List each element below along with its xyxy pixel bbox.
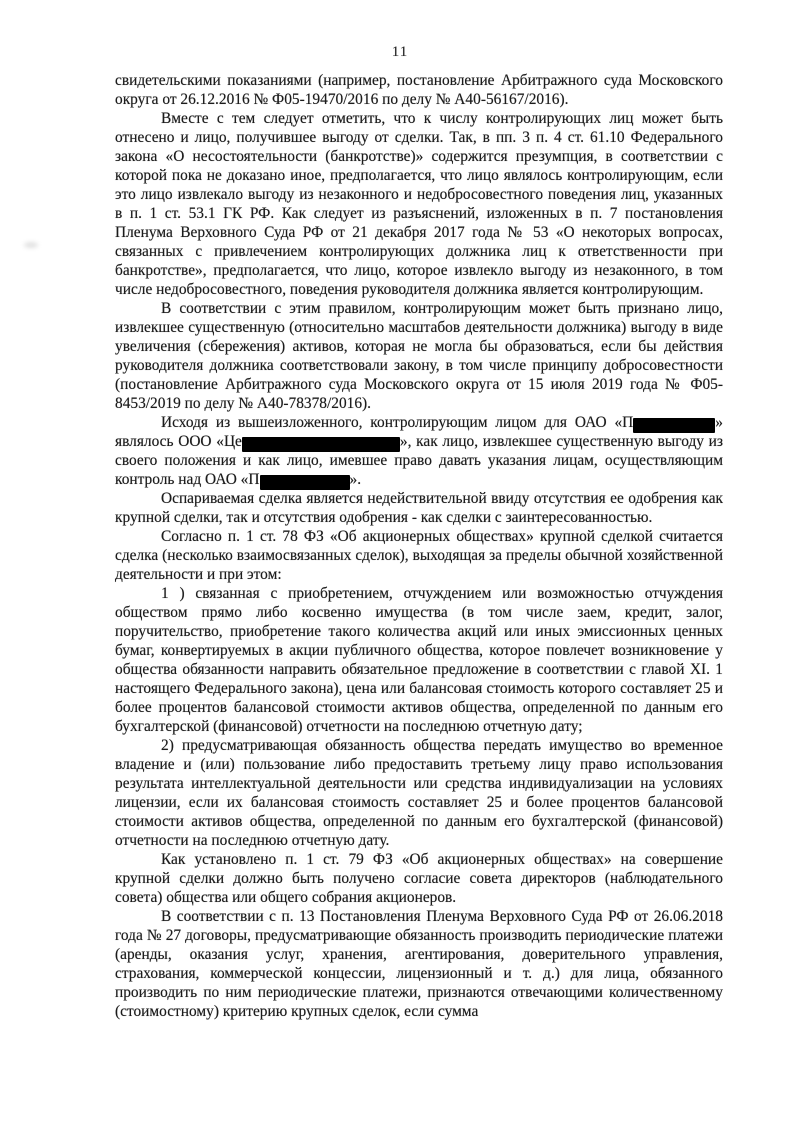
paragraph: [115, 489, 723, 527]
paragraph: [115, 736, 723, 850]
paragraph: [115, 527, 723, 584]
paragraph-text: », как лицо, извлекшее существенную выгоду из своего положения и как лицо, имевшее право давать указания лицам, осуществляющим контроль над ОАО «П: [115, 433, 723, 488]
document-body: [115, 71, 723, 1021]
paragraph: [115, 299, 723, 413]
redaction-bar: [260, 475, 350, 490]
page-number: 11: [391, 44, 409, 60]
paragraph: [115, 850, 723, 907]
redaction-bar: [242, 437, 400, 452]
paragraph-text: Исходя из вышеизложенного, контролирующим лицом для ОАО «П: [161, 414, 634, 431]
paragraph-text: 1 ) связанная с приобретением, отчуждением или возможностью отчуждения обществом прямо либо косвенно имущества (в том числе заем, кредит, залог, поручительство, приобретение такого количества акций или иных эмиссионных ценных бумаг, конвертируемых в акции публичного общества, которое повлечет возникновение у общества обязанности направить обязательное предложение в соответствии с главой XI. 1 настоящего Федерального закона), цена или балансовая стоимость которого составляет 25 и более процентов балансовой стоимости активов общества, определенной по данным его бухгалтерской (финансовой) отчетности на последнюю отчетную дату;: [115, 585, 723, 735]
paragraph: [115, 907, 723, 1021]
paragraph-text: Согласно п. 1 ст. 78 ФЗ «Об акционерных обществах» крупной сделкой считается сделка (несколько взаимосвязанных сделок), выходящая за пределы обычной хозяйственной деятельности и при этом:: [115, 528, 723, 583]
paragraph-text: » являлось ООО «Це: [115, 414, 723, 450]
redaction-bar: [633, 418, 715, 433]
paragraph-text: 2) предусматривающая обязанность общества передать имущество во временное владение и (или) пользование либо предоставить третьему лицу право использования результата интеллектуальной деятельности или средства индивидуализации на условиях лицензии, если их балансовая стоимость составляет 25 и более процентов балансовой стоимости активов общества, определенной по данным его бухгалтерской (финансовой) отчетности на последнюю отчетную дату.: [115, 737, 723, 849]
paragraph-text: Оспариваемая сделка является недействительной ввиду отсутствия ее одобрения как крупной сделки, так и отсутствия одобрения - как сделки с заинтересованностью.: [115, 490, 723, 526]
paragraph-text: свидетельскими показаниями (например, постановление Арбитражного суда Московского округа от 26.12.2016 № Ф05-19470/2016 по делу № А40-56167/2016).: [115, 72, 723, 108]
paragraph: [115, 71, 723, 109]
paragraph-text: Как установлено п. 1 ст. 79 ФЗ «Об акционерных обществах» на совершение крупной сделки должно быть получено согласие совета директоров (наблюдательного совета) общества или общего собрания акционеров.: [115, 851, 723, 906]
paragraph: [115, 413, 723, 489]
paragraph-text: В соответствии с этим правилом, контролирующим может быть признано лицо, извлекшее существенную (относительно масштабов деятельности должника) выгоду в виде увеличения (сбережения) активов, которая не могла бы образоваться, если бы действия руководителя должника соответствовали закону, в том числе принципу добросовестности (постановление Арбитражного суда Московского округа от 15 июля 2019 года № Ф05-8453/2019 по делу № А40-78378/2016).: [115, 300, 723, 412]
paragraph: [115, 584, 723, 736]
paragraph-text: В соответствии с п. 13 Постановления Пленума Верховного Суда РФ от 26.06.2018 года № 27 договоры, предусматривающие обязанность производить периодические платежи (аренды, оказания услуг, хранения, агентирования, доверительного управления, страхования, коммерческой концессии, лицензионный и т. д.) для лица, обязанного производить по ним периодические платежи, признаются отвечающими количественному (стоимостному) критерию крупных сделок, если сумма: [115, 908, 723, 1020]
paragraph-text: Вместе с тем следует отметить, что к числу контролирующих лиц может быть отнесено и лицо, получившее выгоду от сделки. Так, в пп. 3 п. 4 ст. 61.10 Федерального закона «О несостоятельности (банкротстве)» содержится презумпция, в соответствии с которой пока не доказано иное, предполагается, что лицо являлось контролирующим, если это лицо извлекало выгоду из незаконного и недобросовестного поведения лиц, указанных в п. 1 ст. 53.1 ГК РФ. Как следует из разъяснений, изложенных в п. 7 постановления Пленума Верховного Суда РФ от 21 декабря 2017 года № 53 «О некоторых вопросах, связанных с привлечением контролирующих должника лиц к ответственности при банкротстве», предполагается, что лицо, которое извлекло выгоду из незаконного, в том числе недобросовестного, поведения руководителя должника является контролирующим.: [115, 110, 723, 298]
paragraph-text: ».: [349, 471, 362, 488]
paragraph: [115, 109, 723, 299]
scan-smudge-artifact: [24, 242, 38, 248]
